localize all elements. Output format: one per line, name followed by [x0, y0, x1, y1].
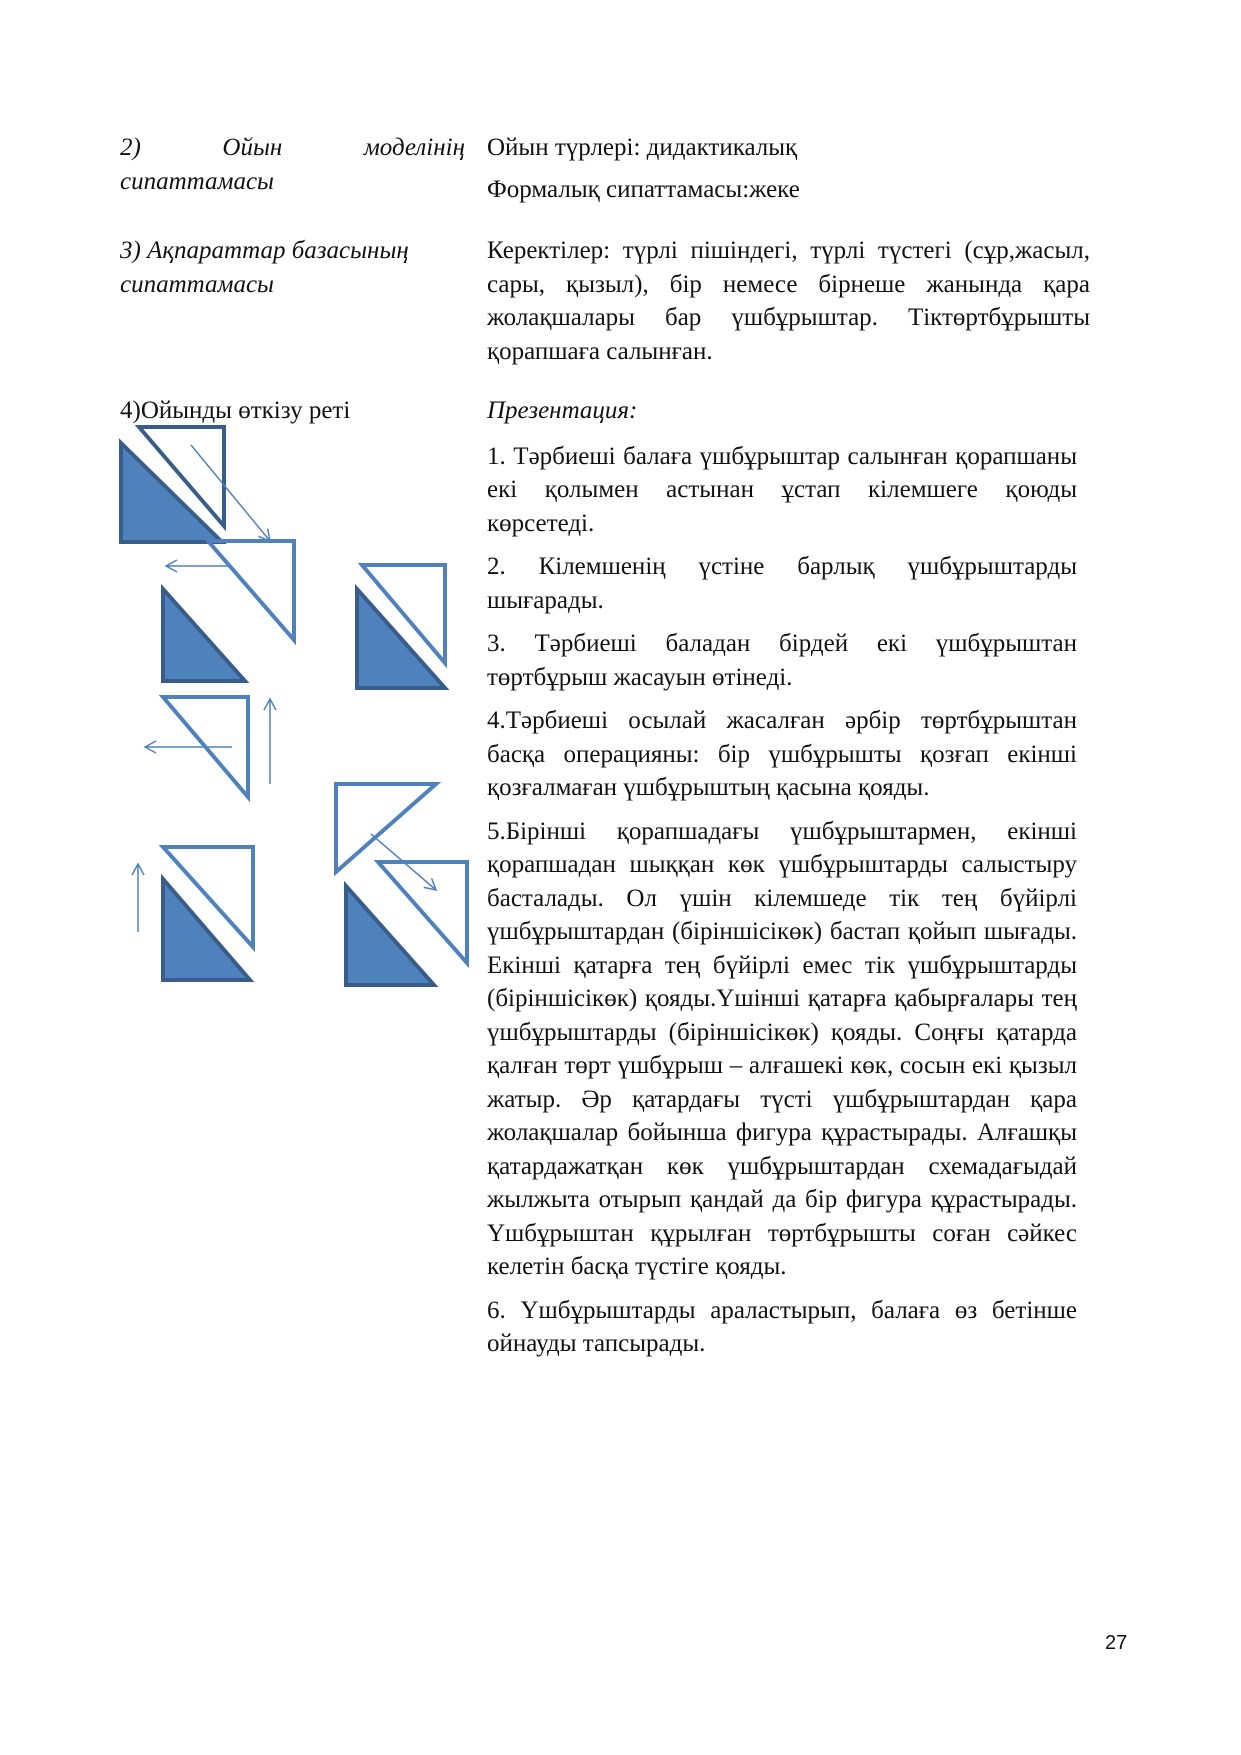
step-3: 3. Тәрбиеші баладан бірдей екі үшбұрыштан төртбұрыш жасауын өтінеді. [487, 630, 1077, 691]
label-line-1: 2) Ойын моделінің [120, 134, 465, 161]
presentation-heading: Презентация: [487, 397, 638, 424]
step-6: 6. Үшбұрыштарды араластырып, балаға өз бетінше ойнауды тапсырады. [487, 1296, 1077, 1357]
filled-triangle [357, 589, 445, 688]
outline-triangle [336, 784, 436, 872]
outline-triangle [208, 541, 294, 640]
step-1: 1. Тәрбиеші балаға үшбұрыштар салынған қорапшаны екі қолымен астынан ұстап кілемшеге қоюды көрсетеді. [487, 442, 1077, 537]
step-5: 5.Бірінші қорапшадағы үшбұрыштармен, екінші қорапшадан шыққан көк үшбұрыштарды салыстыру басталады. Ол үшін кілемшеде тік тең бүйірлі үшбұрыштардан (біріншісікөк) бастап қойып шығады. Екінші қатарға тең бүйірлі емес тік үшбұрыштарды (біріншісікөк) қояды.Үшінші қатарға қабырғалары тең үшбұрыштарды (біріншісікөк) қояды. Соңғы қатарда қалған төрт үшбұрыш – алғашекі көк, сосын екі қызыл жатыр. Әр қатардағы түсті үшбұрыштардан қара жолақшалар бойынша фигура құрастырады. Алғашқы қатардажатқан көк үшбұрыштардан схемадағыдай жылжыта отырып қандай да бір фигура құрастырады. Үшбұрыштан құрылған төртбұрышты соған сәйкес келетін басқа түстігe қояды. [487, 817, 1077, 1280]
row-label-procedure: 4)Ойынды өткізу реті [120, 397, 351, 424]
materials-text: Керектілер: түрлі пішіндегі, түрлі түстегі (сұр,жасыл, сары, қызыл), бір немесе бірнеше жанында қара жолақшалары бар үшбұрыштар. Тіктөртбұрышты қорапшаға салынған. [487, 237, 1090, 365]
page-number: 27 [1105, 1632, 1128, 1654]
filled-triangle [121, 443, 222, 542]
filled-triangle [163, 589, 245, 681]
filled-triangle [346, 886, 434, 985]
label-line-2: сипаттамасы [120, 168, 274, 195]
step-2: 2. Кілемшенің үстіне барлық үшбұрыштарды шығарады. [487, 553, 1077, 614]
label-line-2: сипаттамасы [120, 271, 274, 298]
game-types: Ойын түрлері: дидактикалық [487, 134, 798, 161]
formal-description: Формалық сипаттамасы:жеке [487, 175, 800, 203]
step-4: 4.Тәрбиеші осылай жасалған әрбір төртбұрыштан басқа операцияны: бір үшбұрышты қозғап екінші қозғалмаған үшбұрыштың қасына қояды. [487, 707, 1077, 801]
label-line-1: 3) Ақпараттар базасының [120, 237, 409, 264]
